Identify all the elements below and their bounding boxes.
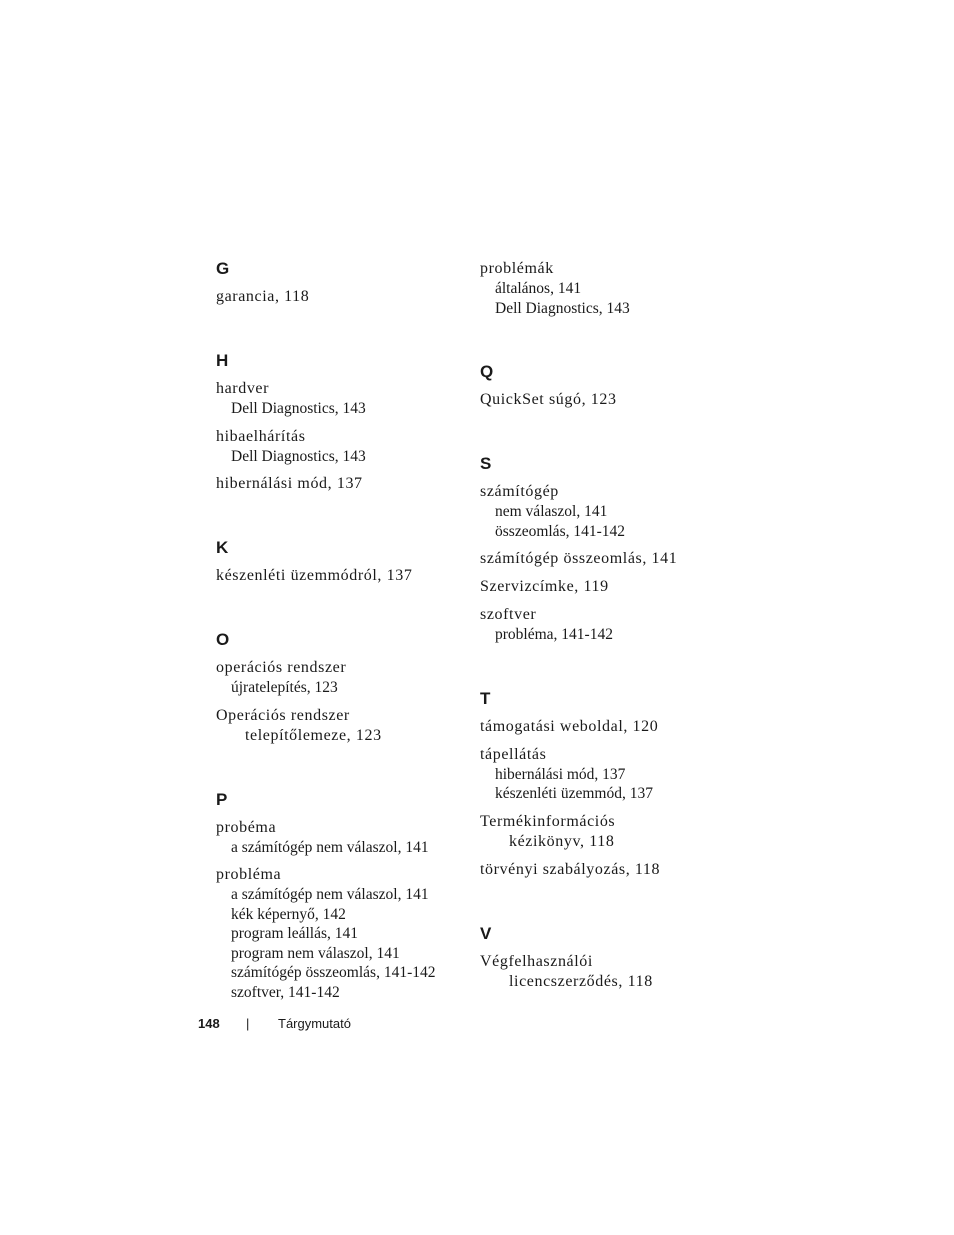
index-entry: [216, 474, 466, 494]
index-term: Termékinformációs: [480, 812, 616, 830]
index-term: számítógép: [480, 483, 559, 500]
index-subentry: számítógép összeomlás, 141-142: [231, 964, 436, 981]
index-subentry: Dell Diagnostics, 143: [231, 400, 366, 417]
index-entry: [216, 865, 466, 1002]
index-term: tápellátás: [480, 745, 547, 763]
index-term: hibernálási mód, 137: [216, 475, 363, 492]
index-entry: [480, 745, 730, 804]
index-entry: [216, 427, 466, 467]
index-entry: [216, 379, 466, 419]
section-letter: S: [480, 454, 492, 473]
index-term: hibaelhárítás: [216, 427, 306, 445]
index-term-continuation: kézikönyv, 118: [509, 832, 615, 850]
index-subentry: program nem válaszol, 141: [231, 944, 400, 962]
index-subentry: általános, 141: [495, 280, 582, 297]
index-term: hardver: [216, 380, 270, 397]
index-subentry: Dell Diagnostics, 143: [495, 299, 630, 317]
footer-separator: |: [246, 1016, 250, 1031]
section-letter: Q: [480, 362, 494, 381]
index-entry: [480, 482, 730, 541]
index-subentry: nem válaszol, 141: [495, 503, 608, 520]
section-letter: G: [216, 259, 230, 278]
index-term: Végfelhasználói: [480, 952, 593, 970]
index-entry: [480, 577, 730, 597]
section-letter: V: [480, 923, 492, 943]
section-letter: H: [216, 351, 229, 370]
index-section: [480, 689, 730, 880]
index-term: Szervizcímke, 119: [480, 578, 609, 595]
page-number: 148: [198, 1016, 220, 1031]
section-letter: O: [216, 630, 230, 649]
index-subentry: újratelepítés, 123: [231, 679, 338, 696]
index-entry: [216, 706, 466, 746]
index-section: [216, 630, 466, 746]
index-column-right: [480, 259, 730, 1036]
index-term: számítógép összeomlás, 141: [480, 550, 678, 567]
index-entry: [216, 287, 466, 307]
index-subentry: program leállás, 141: [231, 925, 358, 942]
index-term: törvényi szabályozás, 118: [480, 860, 661, 878]
index-entry: [480, 717, 730, 737]
index-subentry: készenléti üzemmód, 137: [495, 785, 653, 802]
index-entry: [216, 658, 466, 698]
index-section: [216, 351, 466, 494]
index-subentry: probléma, 141-142: [495, 626, 613, 643]
index-section: [480, 924, 730, 992]
index-entry: [480, 259, 730, 318]
index-section: [480, 454, 730, 645]
index-term: probléma: [216, 866, 282, 883]
index-term: QuickSet súgó, 123: [480, 391, 617, 408]
index-entry: [216, 818, 466, 858]
index-section: [480, 362, 730, 410]
chapter-title: Tárgymutató: [278, 1016, 351, 1031]
index-term: operációs rendszer: [216, 659, 347, 676]
index-term: garancia, 118: [216, 288, 310, 305]
section-letter: K: [216, 538, 229, 557]
index-term: készenléti üzemmódról, 137: [216, 567, 413, 584]
index-column-left: [216, 259, 466, 1046]
index-entry: [216, 566, 466, 586]
index-section: [216, 538, 466, 586]
index-entry: [480, 812, 730, 852]
index-entry: [480, 860, 730, 880]
index-subentry: hibernálási mód, 137: [495, 765, 626, 783]
index-subentry: a számítógép nem válaszol, 141: [231, 886, 429, 903]
index-entry: [480, 605, 730, 645]
index-section: [480, 259, 730, 318]
index-subentry: összeomlás, 141-142: [495, 522, 626, 540]
index-section: [216, 790, 466, 1003]
index-subentry: kék képernyő, 142: [231, 905, 346, 923]
index-term: támogatási weboldal, 120: [480, 717, 659, 735]
section-letter: T: [480, 688, 491, 708]
index-subentry: szoftver, 141-142: [231, 983, 340, 1001]
index-entry: [480, 390, 730, 410]
index-term-continuation: licencszerződés, 118: [509, 972, 653, 990]
index-term-continuation: telepítőlemeze, 123: [245, 726, 382, 744]
index-entry: [480, 549, 730, 569]
index-term: problémák: [480, 260, 554, 277]
index-term: probéma: [216, 818, 277, 836]
index-term: szoftver: [480, 606, 537, 623]
index-entry: [480, 952, 730, 992]
index-subentry: Dell Diagnostics, 143: [231, 447, 366, 465]
index-term: Operációs rendszer: [216, 706, 350, 724]
section-letter: P: [216, 789, 228, 809]
index-subentry: a számítógép nem válaszol, 141: [231, 838, 429, 856]
index-section: [216, 259, 466, 307]
